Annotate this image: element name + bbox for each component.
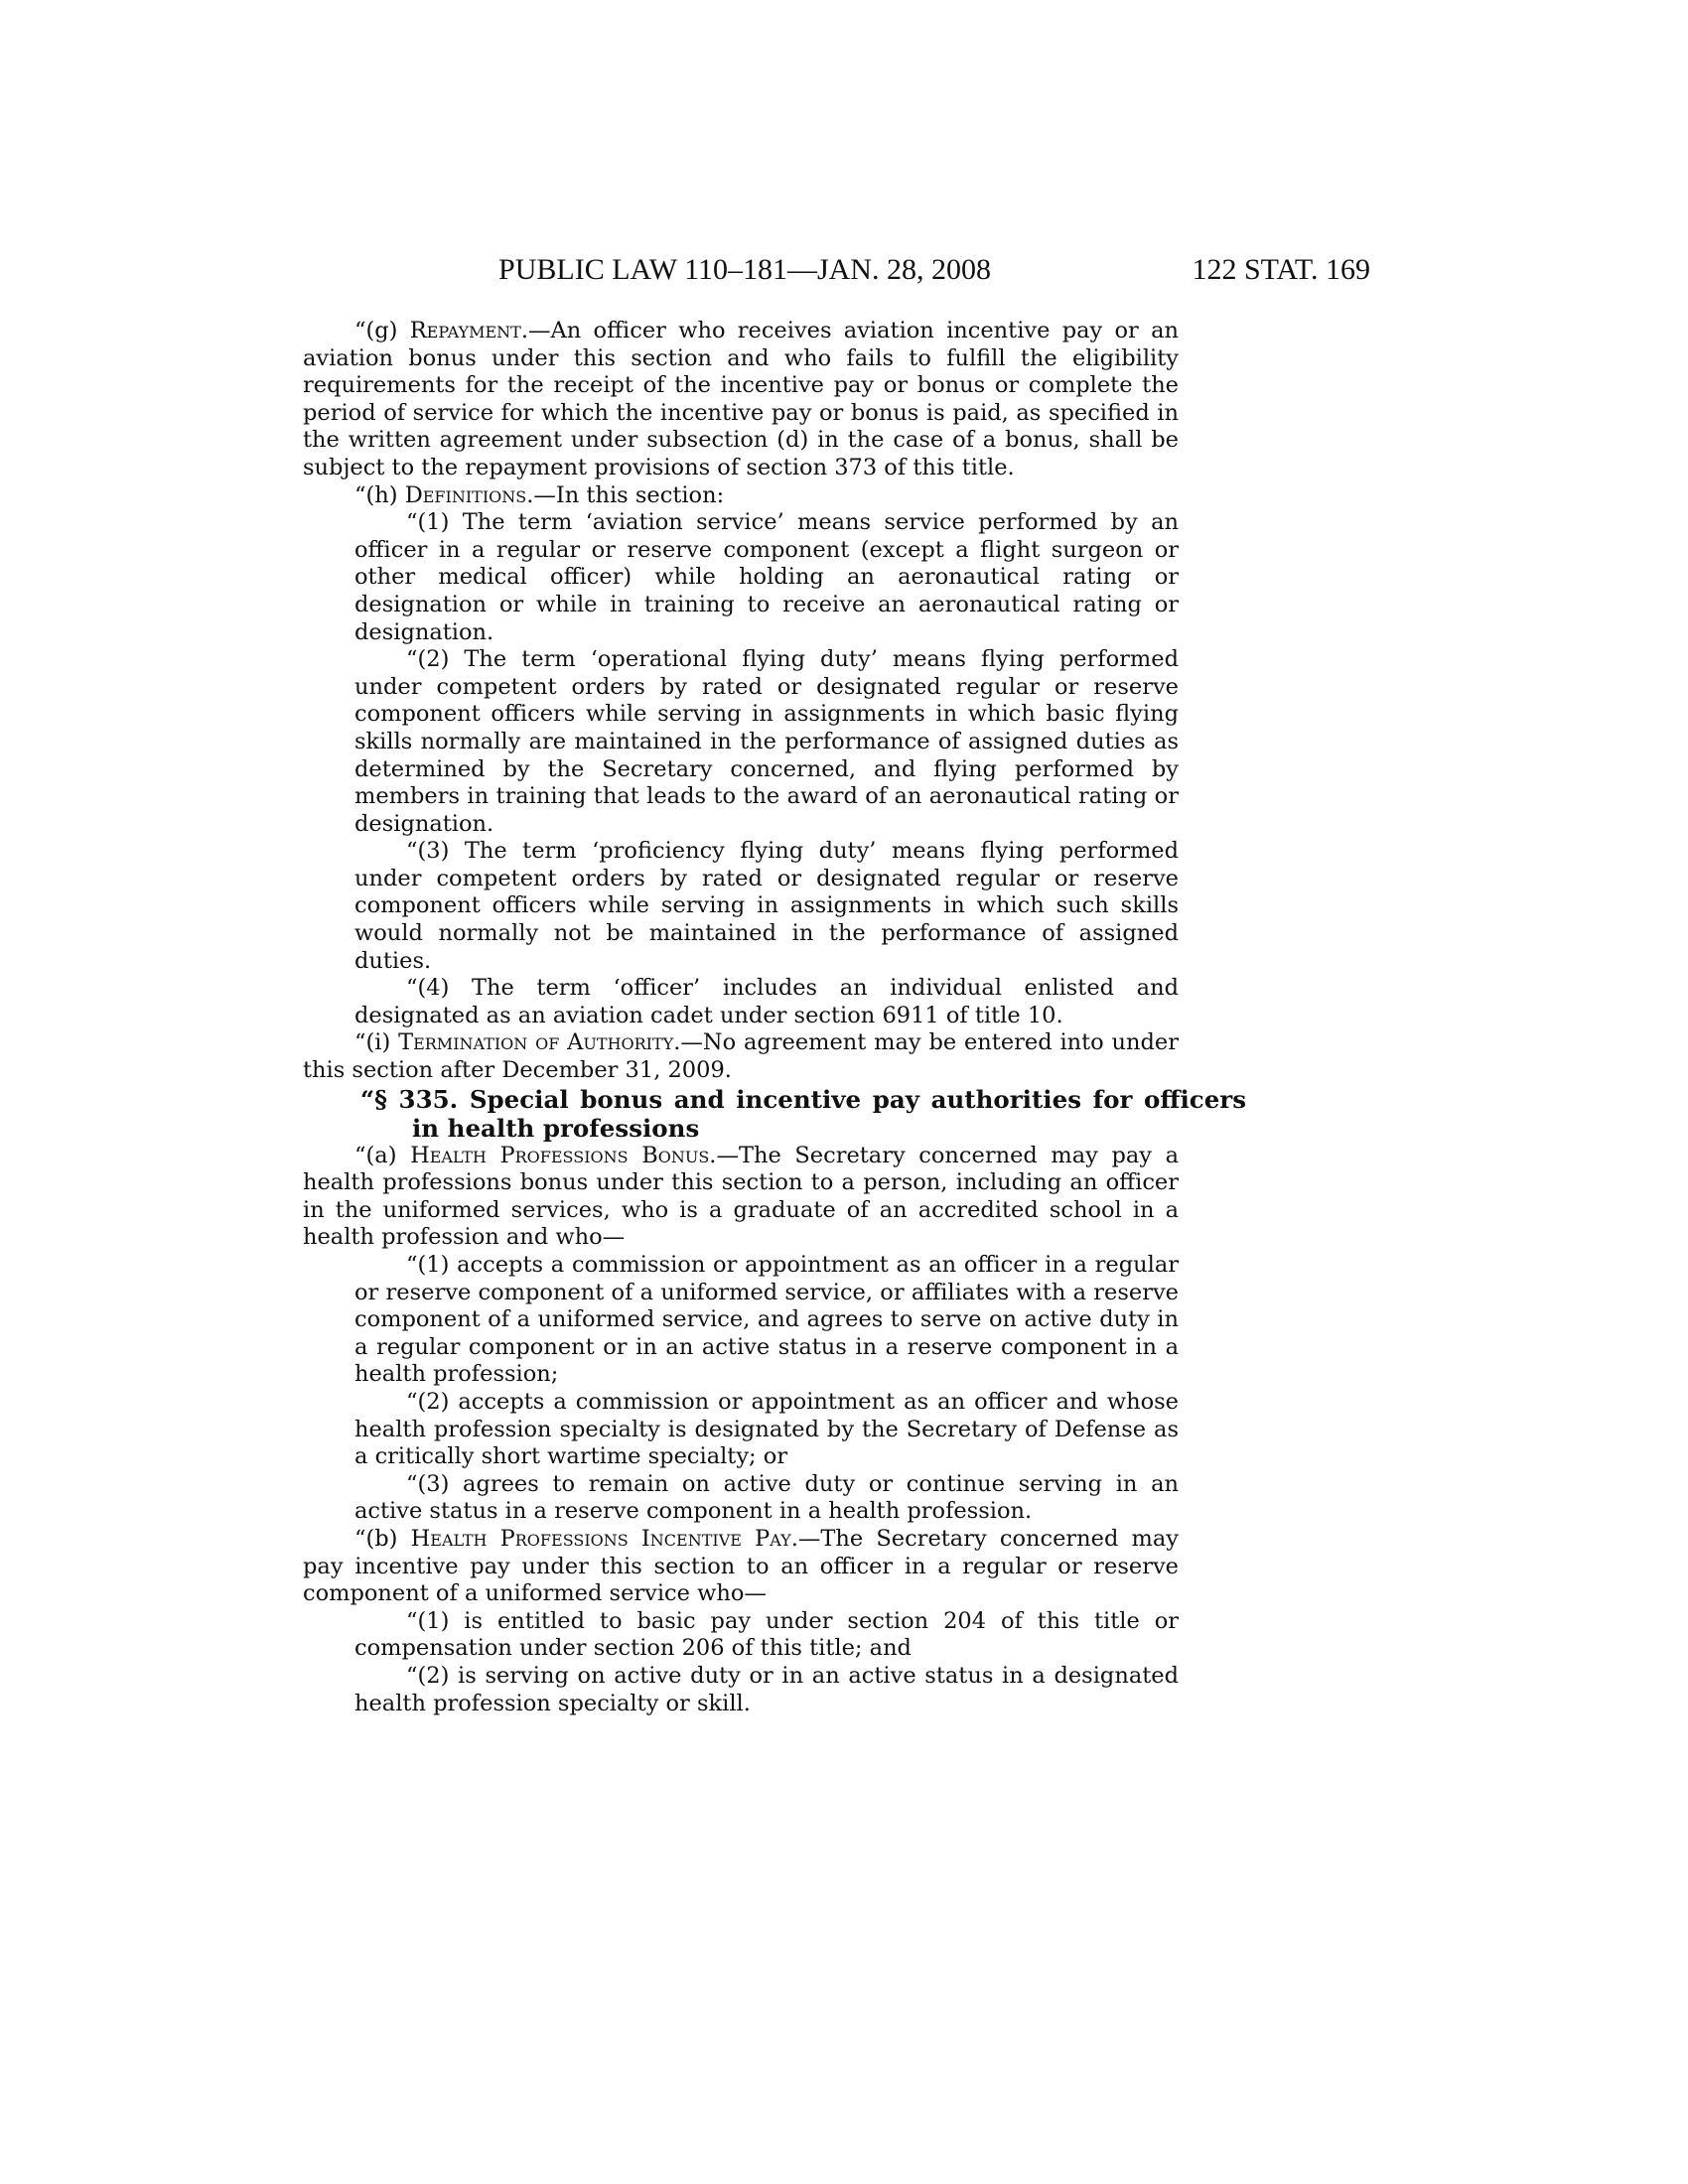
subsection-g-label: “(g): [354, 318, 410, 343]
subsection-h-label: “(h): [354, 481, 405, 508]
bonus-paragraph-1: “(1) accepts a commission or appointment as an officer in a regular or reserve component of a uniformed service, or affiliates with a reserve component of a uniformed service, and agrees to serve on active duty in a regular component or in an active status in a reserve component in a health profession;: [354, 1252, 1179, 1388]
subsection-b-label: “(b): [354, 1525, 411, 1552]
subsection-g-text: .—An officer who receives aviation incentive pay or an aviation bonus under this section and who fails to fulfill the eligibility requirements for the receipt of the incentive pay or bonus or complete the period of service for which the incentive pay or bonus is paid, as specified in the written agreement under subsection (d) in the case of a bonus, shall be subject to the repayment provisions of section 373 of this title.: [303, 318, 1179, 480]
definition-paragraph-2: “(2) The term ‘operational flying duty’ means flying performed under competent orders by rated or designated regular or reserve component officers while serving in assignments in which basic flying skills normally are maintained in the performance of assigned duties as determined by the Secretary concerned, and flying performed by members in training that leads to the award of an aeronautical rating or designation.: [354, 646, 1179, 837]
stat-page-reference: 122 STAT. 169: [1192, 253, 1370, 286]
subsection-i-termination: [303, 1029, 1179, 1084]
subsection-b-incentive-pay: [303, 1526, 1179, 1608]
incentive-paragraph-1: “(1) is entitled to basic pay under section 204 of this title or compensation under section 206 of this title; and: [354, 1607, 1179, 1662]
subsection-h-definitions: [303, 482, 1179, 510]
subsection-g-repayment: [303, 318, 1179, 482]
subsection-i-text: .—No agreement may be entered into under this section after December 31, 2009.: [303, 1029, 1179, 1084]
subsection-b-heading: Health Professions Incentive Pay: [410, 1525, 791, 1552]
subsection-a-health-professions-bonus: [303, 1143, 1179, 1252]
definition-paragraph-3: “(3) The term ‘proficiency flying duty’ means flying performed under competent orders by rated or designated regular or reserve component officers while serving in assignments in which such skills would normally not be maintained in the performance of assigned duties.: [354, 838, 1179, 974]
subsection-h-text: .—In this section:: [526, 481, 725, 508]
public-law-title: PUBLIC LAW 110–181—JAN. 28, 2008: [498, 253, 991, 286]
subsection-a-label: “(a): [354, 1142, 411, 1168]
subsection-b-text: .—The Secretary concerned may pay incentive pay under this section to an officer in a regular or reserve component of a uniformed service who—: [303, 1525, 1179, 1607]
subsection-a-text: .—The Secretary concerned may pay a health professions bonus under this section to a person, including an officer in the uniformed services, who is a graduate of an accredited school in a health profession and who—: [303, 1142, 1179, 1251]
bonus-paragraph-3: “(3) agrees to remain on active duty or continue serving in an active status in a reserve component in a health profession.: [354, 1470, 1179, 1525]
definition-paragraph-4: “(4) The term ‘officer’ includes an individual enlisted and designated as an aviation cadet under section 6911 of title 10.: [354, 975, 1179, 1028]
definition-paragraph-1: “(1) The term ‘aviation service’ means service performed by an officer in a regular or reserve component (except a flight surgeon or other medical officer) while holding an aeronautical rating or designation or while in training to receive an aeronautical rating or designation.: [354, 509, 1179, 645]
subsection-h-heading: Definitions: [404, 481, 527, 508]
running-header: [357, 250, 1370, 290]
subsection-i-label: “(i): [354, 1029, 399, 1056]
subsection-i-heading: Termination of Authority: [398, 1029, 674, 1056]
incentive-paragraph-2: “(2) is serving on active duty or in an active status in a designated health profession specialty or skill.: [354, 1662, 1179, 1716]
subsection-a-heading: Health Professions Bonus: [410, 1142, 710, 1168]
subsection-g-heading: Repayment: [409, 318, 521, 343]
statute-body: [303, 318, 1246, 1717]
bonus-paragraph-2: “(2) accepts a commission or appointment as an officer and whose health profession specialty is designated by the Secretary of Defense as a critically short wartime specialty; or: [354, 1388, 1179, 1470]
section-335-heading: “§ 335. Special bonus and incentive pay authorities for officers in health professions: [360, 1084, 1246, 1143]
